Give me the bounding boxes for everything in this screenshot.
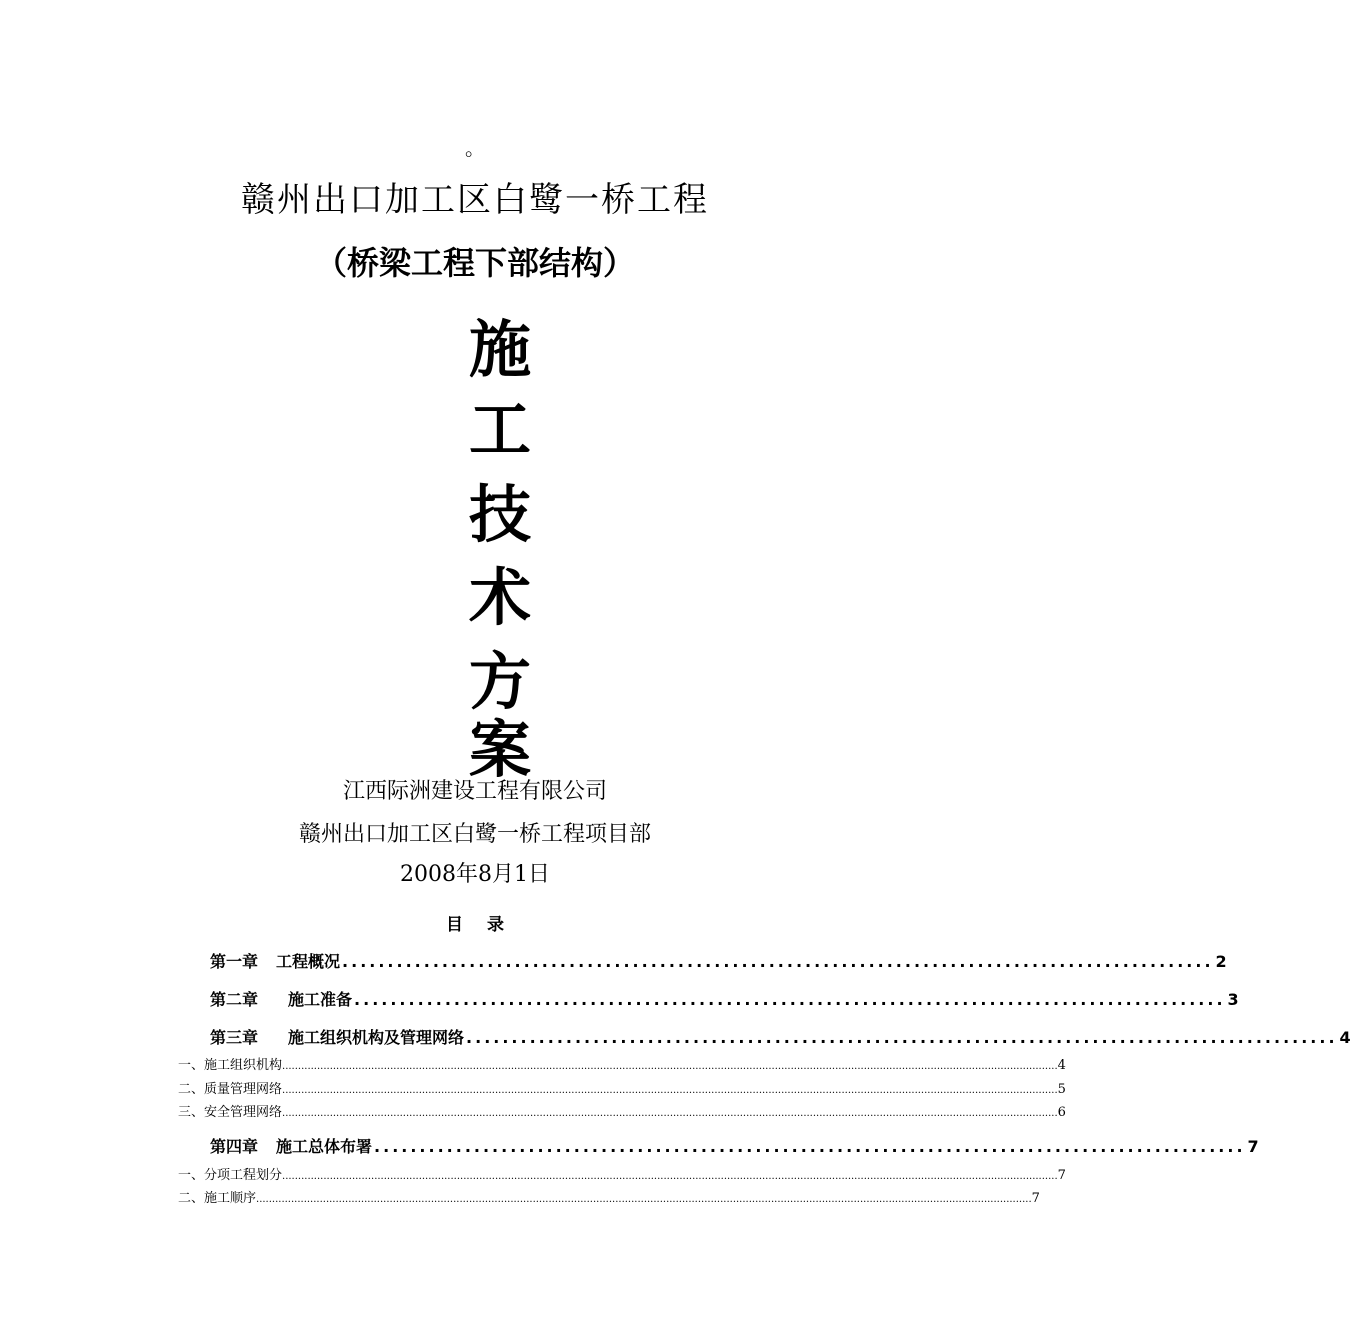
toc-page-number: 5 [1057,1082,1066,1097]
toc-chapter-label: 施工总体布署 [276,1137,373,1156]
toc-page-number: 7 [1057,1168,1066,1183]
toc-chapter-3[interactable] [210,1025,1351,1048]
toc-section-3-1[interactable] [178,1054,1066,1073]
department-name: 赣州出口加工区白鹭一桥工程项目部 [298,822,651,847]
toc-chapter-num: 第一章 [210,952,259,971]
company-name: 江西际洲建设工程有限公司 [342,779,607,804]
document-date: 2008年8月1日 [400,862,550,887]
vertical-char-3: 技 [468,478,531,551]
toc-section-label: 一、施工组织机构 [178,1058,283,1073]
toc-page-number: 2 [1215,952,1227,971]
toc-chapter-num: 第二章 [210,990,259,1009]
toc-leader: .................................................................................................................................................................................................................................................... [282,1061,1058,1072]
toc-chapter-num: 第四章 [210,1137,259,1156]
cover-mark: 。 [465,136,485,160]
toc-section-3-3[interactable] [178,1101,1066,1120]
toc-page-number: 3 [1227,990,1239,1009]
toc-section-label: 二、质量管理网络 [178,1082,283,1097]
toc-chapter-num: 第三章 [210,1028,259,1047]
toc-page-number: 7 [1031,1191,1040,1206]
toc-section-label: 一、分项工程划分 [178,1168,283,1183]
toc-title-a: 目 [446,915,463,935]
toc-leader: ................................................................................................ [466,1028,1338,1047]
toc-section-label: 二、施工顺序 [178,1191,257,1206]
vertical-char-5: 方 [468,645,531,718]
toc-chapter-2[interactable] [210,987,1239,1010]
project-subtitle: （桥梁工程下部结构） [314,244,635,282]
toc-chapter-label: 施工准备 [288,990,353,1009]
project-title: 赣州出口加工区白鹭一桥工程 [241,180,709,220]
vertical-char-2: 工 [468,393,531,466]
toc-leader: .................................................................................................................................................................................................................................................... [282,1171,1058,1182]
toc-leader: .................................................................................................................................................................................................................................................... [282,1085,1058,1096]
toc-section-4-2[interactable] [178,1187,1040,1206]
toc-section-3-2[interactable] [178,1078,1066,1097]
toc-chapter-label: 工程概况 [276,952,341,971]
toc-chapter-4[interactable] [210,1134,1259,1157]
toc-chapter-label: 施工组织机构及管理网络 [288,1028,465,1047]
toc-page-number: 6 [1057,1105,1066,1120]
vertical-char-6: 案 [468,713,531,786]
vertical-char-1: 施 [468,313,531,386]
toc-leader: .................................................................................................................................................................................................................................................... [282,1108,1058,1119]
toc-leader: ................................................................................................ [374,1137,1246,1156]
toc-page-number: 4 [1057,1058,1066,1073]
vertical-char-4: 术 [468,561,531,634]
toc-section-4-1[interactable] [178,1164,1066,1183]
toc-page-number: 4 [1339,1028,1351,1047]
toc-chapter-1[interactable] [210,949,1227,972]
toc-leader: .................................................................................................................................................................................................................................................... [256,1194,1032,1205]
toc-section-label: 三、安全管理网络 [178,1105,283,1120]
toc-leader: ................................................................................................ [342,952,1214,971]
toc-leader: ................................................................................................ [354,990,1226,1009]
toc-page-number: 7 [1247,1137,1259,1156]
toc-title-b: 录 [487,915,504,935]
toc-title [0,910,950,935]
